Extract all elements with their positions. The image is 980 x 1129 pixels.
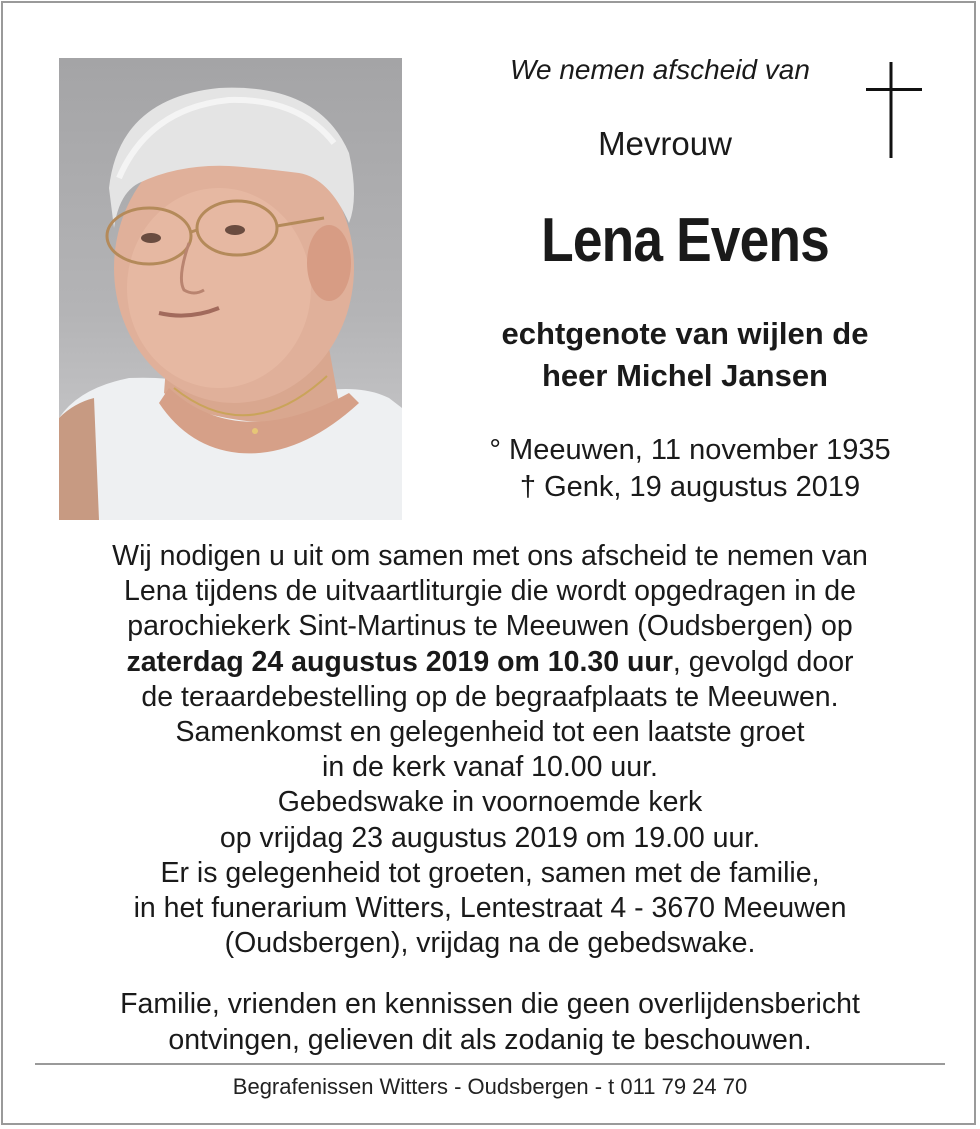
body-line: Samenkomst en gelegenheid tot een laatste groet [175,716,805,749]
title-prefix: Mevrouw [598,125,732,162]
latin-cross-icon [866,62,922,158]
closing-text [40,987,940,1058]
closing-line: ontvingen, gelieven dit als zodanig te beschouwen. [168,1023,812,1056]
body-line: Lena tijdens de uitvaartliturgie die wordt opgedragen in de [124,575,856,608]
body-line: de teraardebestelling op de begraafplaats te Meeuwen. [141,680,839,713]
service-date-bold: zaterdag 24 augustus 2019 om 10.30 uur [126,645,673,678]
relation-line-2: heer Michel Jansen [541,358,828,393]
body-line: in het funerarium Witters, Lentestraat 4 - 3670 Meeuwen [133,892,847,925]
portrait-photo [59,58,402,520]
body-line: in de kerk vanaf 10.00 uur. [322,751,658,784]
body-line: Gebedswake in voornoemde kerk [277,786,703,819]
life-dates [440,432,940,506]
body-line: (Oudsbergen), vrijdag na de gebedswake. [224,927,756,960]
funeral-home-footer: Begrafenissen Witters - Oudsbergen - t 011 79 24 70 [232,1074,748,1099]
relation-text [440,313,930,397]
death-date: † Genk, 19 augustus 2019 [519,471,861,503]
service-date-rest: , gevolgd door [672,645,854,678]
birth-date: ° Meeuwen, 11 november 1935 [489,434,891,466]
portrait-illustration [59,58,402,520]
intro-text: We nemen afscheid van [510,54,810,85]
body-line-service-date [40,645,940,680]
deceased-name: Lena Evens [541,206,829,275]
footer-divider [35,1063,945,1065]
relation-line-1: echtgenote van wijlen de [501,316,869,351]
body-line: op vrijdag 23 augustus 2019 om 19.00 uur. [219,821,761,854]
funeral-invitation [40,539,940,961]
closing-line: Familie, vrienden en kennissen die geen overlijdensbericht [120,988,860,1020]
body-line: Er is gelegenheid tot groeten, samen met de familie, [160,856,820,889]
body-line: parochiekerk Sint-Martinus te Meeuwen (Oudsbergen) op [127,610,853,643]
body-line: Wij nodigen u uit om samen met ons afscheid te nemen van [112,540,868,572]
